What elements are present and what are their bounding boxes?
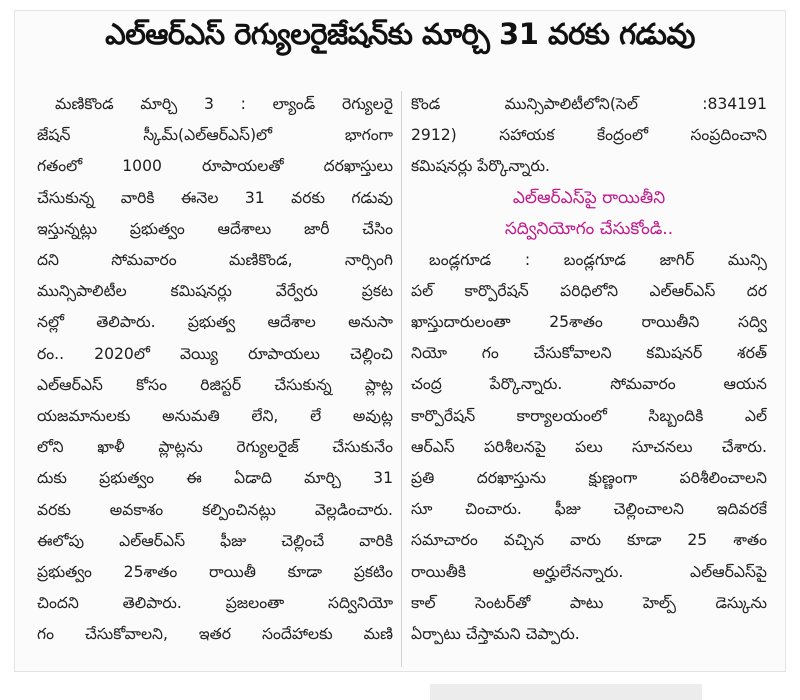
paragraph-line: చిందని తెలిపారు. ప్రజలంతా సద్వినియో [37,594,393,613]
paragraph-line: సూ చించారు. ఫీజు చెల్లించాలని ఇదివరకే [411,500,767,519]
paragraph-line: ప్రతి దరఖాస్తును క్షుణ్ణంగా పరిశీలించాలని [411,469,767,488]
paragraph-line: రాయితీకి అర్హులేనన్నారు. ఎల్ఆర్ఎస్‌పై [411,562,767,581]
subheading-line: ఎల్ఆర్ఎస్‌పై రాయితీని [512,187,666,208]
paragraph-line: ఈలోపు ఎల్ఆర్ఎస్ ఫీజు చెల్లించే వారికి [37,531,393,550]
paragraph-line: చేసుకున్న వారికి ఈనెల 31 వరకు గడువు [37,188,393,207]
paragraph-line: దని సోమవారం మణికొండ, నార్సింగి [37,251,393,270]
paragraph-line: గం చేసుకోవాలని, ఇతర సందేహాలకు మణి [37,625,393,644]
paragraph-line: కొండ మున్సిపాలిటీలోని(సెల్ :834191 [411,95,767,113]
paragraph-line: ఎల్ఆర్ఎస్ కోసం రిజిస్టర్ చేసుకున్న ప్లాట్ల [37,375,393,394]
paragraph-line: ఆర్ఎస్ పరిశీలనపై పలు సూచనలు చేశారు. [411,437,767,456]
paragraph-line: జేషన్ స్కీమ్(ఎల్ఆర్ఎస్)లో భాగంగా [37,126,393,145]
paragraph-line: సమాచారం వచ్చిన వారు కూడా 25 శాతం [411,531,767,550]
paragraph-line: దుకు ప్రభుత్వం ఈ ఏడాది మార్చి 31 [37,469,393,488]
paragraph-line: మణికొండ మార్చి 3 : ల్యాండ్ రెగ్యులరై [55,95,393,113]
paragraph-line: బండ్లగూడ : బండ్లగూడ జాగిర్ మున్సి [429,250,767,269]
paragraph-line: వరకు అవకాశం కల్పించినట్లు వెల్లడించారు. [37,500,393,519]
paragraph-line: నల్లో తెలిపారు. ప్రభుత్వ ఆదేశాల అనుసా [37,313,393,332]
news-clipping [14,10,786,672]
column-divider [401,91,402,667]
paragraph-line: కాల్ సెంటర్‌తో పాటు హెల్ప్ డెస్కును [411,593,767,612]
paragraph-line: గతంలో 1000 రూపాయలతో దరఖాస్తులు [37,157,393,176]
headline: ఎల్ఆర్ఎస్ రెగ్యులరైజేషన్‌కు మార్చి 31 వరకు గడువు [105,17,695,51]
paragraph-line: 2912) సహాయక కేంద్రంలో సంప్రదించాని [411,126,767,145]
paragraph-line: కమిషనర్లు పేర్కొన్నారు. [411,157,550,176]
paragraph-line: కార్పొరేషన్ కార్యాలయంలో సిబ్బందికి ఎల్ [411,406,767,425]
paragraph-line: ఇస్తున్నట్లు ప్రభుత్వం ఆదేశాలు జారీ చేసిం [37,219,393,238]
bottom-strip [430,684,702,700]
paragraph-line: చంద్ర పేర్కొన్నారు. సోమవారం ఆయన [411,375,767,394]
paragraph-line: యజమానులకు అనుమతి లేని, లే అవుట్ల [37,407,393,426]
paragraph-line: నియో గం చేసుకోవాలని కమిషనర్ శరత్ [411,344,767,363]
paragraph-line: ఏర్పాటు చేస్తామని చెప్పారు. [411,625,580,644]
paragraph-line: మున్సిపాలిటీల కమిషనర్లు వేర్వేరు ప్రకట [37,282,393,301]
paragraph-line: ప్రభుత్వం 25శాతం రాయితీ కూడా ప్రకటిం [37,563,393,582]
right-column [411,89,767,650]
paragraph-line: రం.. 2020లో వెయ్యి రూపాయలు చెల్లించి [37,344,393,363]
paragraph-line: ఖాస్తుదారులంతా 25శాతం రాయితీని సద్వి [411,313,767,332]
subheading-line: సద్వినియోగం చేసుకోండి.. [504,218,674,239]
left-column [37,89,393,651]
paragraph-line: లోని ఖాళీ ప్లాట్లను రెగ్యులరైజ్ చేసుకునేం [37,438,393,457]
paragraph-line: పల్ కార్పొరేషన్ పరిధిలోని ఎల్ఆర్ఎస్ దర [411,281,767,300]
